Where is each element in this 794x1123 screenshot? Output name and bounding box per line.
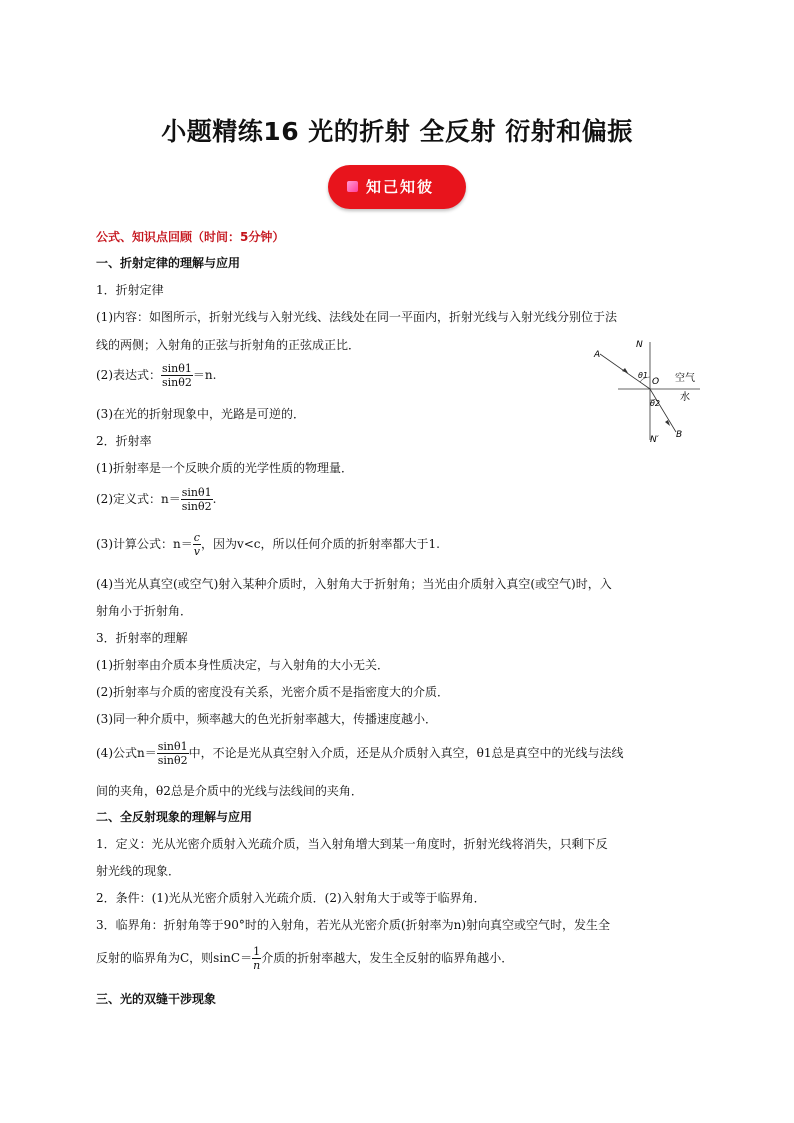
paragraph: 线的两侧；入射角的正弦与折射角的正弦成正比． [96, 338, 361, 352]
fraction [157, 740, 189, 767]
refraction-diagram [588, 336, 708, 448]
paragraph: 3．临界角：折射角等于90°时的入射角，若光从光密介质(折射率为n)射向真空或空气时，发生全 [96, 918, 610, 932]
formula-prefix: (3)计算公式：n＝ [96, 537, 193, 551]
formula-prefix: (2)表达式： [96, 368, 161, 382]
formula-critical-angle [96, 945, 513, 972]
label-a: A [594, 350, 601, 360]
label-water: 水 [680, 392, 690, 403]
formula-suffix: 中，不论是光从真空射入介质，还是从介质射入真空，θ1总是真空中的光线与法线 [188, 746, 624, 760]
fraction-numerator: sinθ1 [181, 486, 212, 499]
fraction [252, 945, 261, 972]
formula-suffix: ，因为v<c，所以任何介质的折射率都大于1. [200, 537, 440, 551]
subheading-refractive-index: 2．折射率 [96, 434, 152, 448]
paragraph: (2)折射率与介质的密度没有关系，光密介质不是指密度大的介质． [96, 685, 450, 699]
badge-label: 知己知彼 [366, 178, 435, 196]
section-1-heading: 一、折射定律的理解与应用 [96, 256, 241, 270]
review-heading: 公式、知识点回顾（时间：5分钟） [96, 230, 285, 244]
incident-arrow [622, 368, 628, 373]
fraction-numerator: 1 [253, 945, 261, 958]
label-n-prime: N′ [650, 435, 659, 445]
fraction [181, 486, 213, 513]
label-o: O [652, 377, 660, 387]
label-air: 空气 [675, 373, 695, 384]
fraction [193, 531, 201, 558]
label-n: N [636, 340, 643, 350]
fraction-denominator: sinθ2 [157, 754, 188, 767]
fraction-denominator: sinθ2 [162, 376, 192, 389]
formula-suffix: 介质的折射率越大，发生全反射的临界角越小． [261, 951, 514, 965]
paragraph: (1)折射率由介质本身性质决定，与入射角的大小无关． [96, 658, 390, 672]
fraction-denominator: sinθ2 [181, 500, 212, 513]
formula-prefix: 反射的临界角为C，则sinC＝ [96, 951, 253, 965]
fraction-numerator: sinθ1 [157, 740, 188, 753]
formula-calculation [96, 531, 440, 558]
formula-prefix: (4)公式n＝ [96, 746, 157, 760]
formula-suffix: . [212, 492, 217, 506]
formula-prefix: (2)定义式：n＝ [96, 492, 181, 506]
fraction-denominator: v [193, 545, 200, 558]
label-b: B [676, 430, 683, 440]
paragraph: (3)同一种介质中，频率越大的色光折射率越大，传播速度越小． [96, 712, 438, 726]
formula-expression [96, 362, 216, 389]
paragraph: (3)在光的折射现象中，光路是可逆的． [96, 407, 305, 421]
fraction-numerator: sinθ1 [162, 362, 192, 375]
badge-icon [347, 181, 358, 192]
paragraph: 间的夹角，θ2总是介质中的光线与法线间的夹角． [96, 784, 363, 798]
refracted-ray [650, 389, 676, 432]
paragraph: 射光线的现象． [96, 864, 181, 878]
label-theta2: θ2 [650, 399, 660, 408]
fraction-denominator: n [253, 959, 261, 972]
subheading-refraction-law: 1．折射定律 [96, 283, 164, 297]
section-3-heading: 三、光的双缝干涉现象 [96, 992, 217, 1006]
formula-note [96, 740, 623, 767]
formula-suffix: ＝n. [192, 368, 217, 382]
fraction [161, 362, 193, 389]
formula-definition [96, 486, 216, 513]
section-badge [328, 165, 466, 209]
label-theta1: θ1 [638, 371, 648, 380]
paragraph: 1．定义：光从光密介质射入光疏介质，当入射角增大到某一角度时，折射光线将消失，只剩下反 [96, 837, 608, 851]
subheading-index-understanding: 3．折射率的理解 [96, 631, 188, 645]
paragraph: 2．条件：(1)光从光密介质射入光疏介质．(2)入射角大于或等于临界角． [96, 891, 486, 905]
paragraph: 射角小于折射角． [96, 604, 193, 618]
paragraph: (1)内容：如图所示，折射光线与入射光线、法线处在同一平面内，折射光线与入射光线分别位于法 [96, 310, 618, 324]
document-title: 小题精练16 光的折射 全反射 衍射和偏振 [161, 117, 633, 146]
section-2-heading: 二、全反射现象的理解与应用 [96, 810, 253, 824]
fraction-numerator: c [193, 531, 200, 544]
paragraph: (4)当光从真空(或空气)射入某种介质时，入射角大于折射角；当光由介质射入真空(或空气)时，入 [96, 577, 612, 591]
paragraph: (1)折射率是一个反映介质的光学性质的物理量． [96, 461, 353, 475]
